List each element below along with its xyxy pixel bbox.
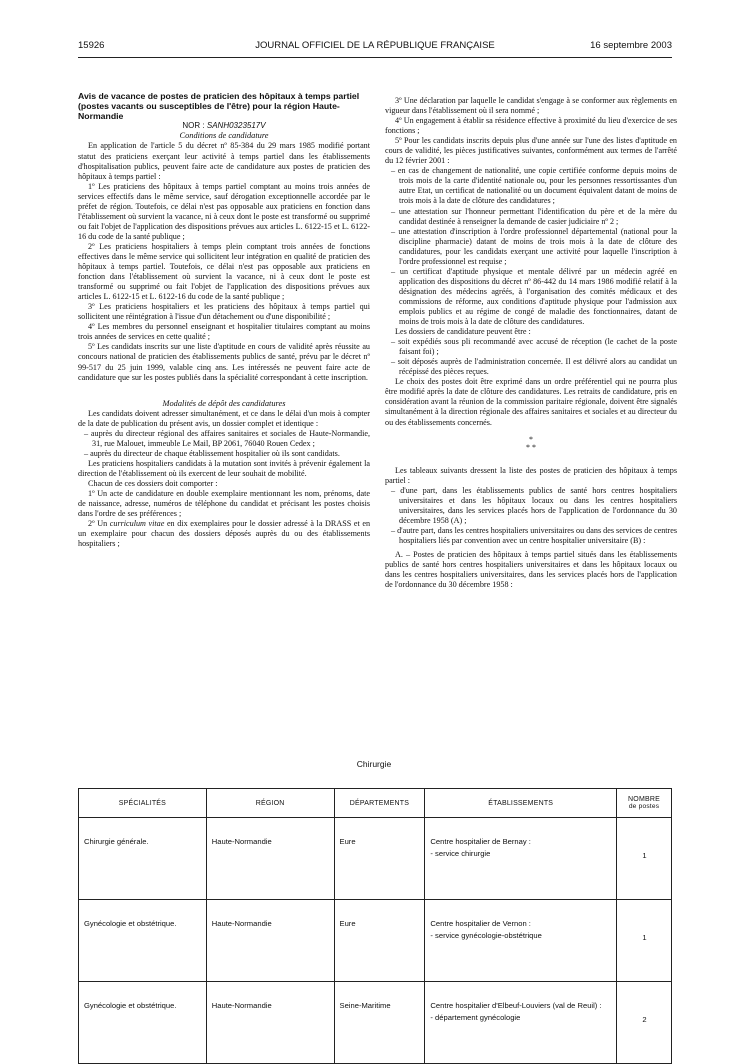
nor-label: NOR : [182,121,205,131]
paragraph: Les candidats doivent adresser simultanément, et ce dans le délai d'un mois à compter de la date de publication du présent avis, un dossier complet et identique : [78,408,370,428]
section-modalites: Modalités de dépôt des candidatures [162,398,286,408]
list-item: – une attestation sur l'honneur permettant l'identification du père et de la mère du candidat destinée à renseigner la demande de casier judiciaire nº 2 ; [391,206,677,226]
text-run: 2º Un [88,519,108,529]
list-item: – en cas de changement de nationalité, une copie certifiée conforme depuis moins de trois mois de la carte d'identité nationale ou, pour les personnes ressortissantes d'un autre Etat, un certificat de nationalité ou un document équivalent datant de moins de trois mois à la date de clôture des candidatures ; [391,166,677,206]
paragraph: 4º Un engagement à établir sa résidence effective à proximité du lieu d'exercice de ses fonctions ; [385,116,677,136]
list-item: – un certificat d'aptitude physique et mentale délivré par un médecin agréé en application des dispositions du décret nº 86-442 du 14 mars 1986 modifié relatif à la désignation des médecins agréés, à l'organisation des comités médicaux et des commissions de réforme, aux conditions d'aptitude physique pour l'admission aux emplois publics et au régime de congé de maladie des fonctionnaires, datant de moins de trois mois à la date de clôture des candidatures. [391,266,677,327]
header-rule [78,57,672,58]
etablissement-name: Centre hospitalier de Vernon : [430,919,531,928]
section-conditions: Conditions de candidature [179,131,269,141]
etablissement-cell [425,982,617,1064]
list-item: – d'une part, dans les établissements publics de santé hors centres hospitaliers universitaires et dans les hôpitaux locaux ou dans les centres hospitaliers universitaires, dans les services placés hors de l'application de l'ordonnance du 30 décembre 1958 (A) ; [391,485,677,525]
etablissement-name: Centre hospitalier de Bernay : [430,837,531,846]
postes-table [78,788,672,1064]
region-cell: Haute-Normandie [206,818,334,900]
right-column [385,96,677,590]
paragraph: 3º Les praticiens hospitaliers et les praticiens des hôpitaux à temps partiel qui sollicitent une réintégration à l'issue d'un détachement ou d'une disponibilité ; [78,302,370,322]
etablissement-cell [425,818,617,900]
paragraph [78,519,370,549]
service-name: - service gynécologie-obstétrique [430,931,542,940]
left-column [78,92,370,549]
etablissement-cell [425,900,617,982]
publication-date: 16 septembre 2003 [590,40,672,51]
table-row [79,900,672,982]
table-title: Chirurgie [356,759,392,769]
paragraph: Chacun de ces dossiers doit comporter : [88,478,218,488]
paragraph: 1º Les praticiens des hôpitaux à temps partiel comptant au moins trois années de services effectifs dans le même service, sauf dérogation exceptionnelle accordée par le préfet de région. Toutefois, ce délai n'est pas opposable aux praticiens en fonction dans l'établissement où survient la vacance, ni à ceux dont le poste est transformé ou supprimé ou fait l'objet de l'application des dispositions prévues aux articles L. 6122-15 et L. 6122-16 du code de la santé publique ; [78,181,370,241]
list-item: – d'autre part, dans les centres hospitaliers universitaires ou dans des services de centres hospitaliers liés par convention avec un centre hospitalier universitaire (B) : [391,525,677,545]
region-cell: Haute-Normandie [206,900,334,982]
paragraph: Les praticiens hospitaliers candidats à la mutation sont invités à prévenir également la direction de l'établissement où ils exercent de leur souhait de mobilité. [78,458,370,478]
paragraph: Les dossiers de candidature peuvent être : [395,327,531,337]
list-item: – auprès du directeur de chaque établissement hospitalier où ils sont candidats. [84,448,340,458]
paragraph: A. – Postes de praticien des hôpitaux à temps partiel situés dans les établissements publics de santé hors centres hospitaliers universitaires et dans les hôpitaux locaux ou dans les centres hospitaliers universitaires, dans les services placés hors de l'application de l'ordonnance du 30 décembre 1958 : [385,549,677,590]
paragraph: Le choix des postes doit être exprimé dans un ordre préférentiel qui ne pourra plus être modifié après la date de clôture des candidatures. Les retraits de candidature, pris en considération avant la réunion de la commission paritaire régionale, doivent être signalés simultanément à la direction régionale des affaires sanitaires et sociales et au directeur du ou des établissements concernés. [385,377,677,427]
paragraph: Les tableaux suivants dressent la liste des postes de praticien des hôpitaux à temps partiel : [385,465,677,485]
column-header: RÉGION [206,789,334,818]
list-item: – auprès du directeur régional des affaires sanitaires et sociales de Haute-Normandie, 31, rue Malouet, immeuble Le Mail, BP 2061, 76040 Rouen Cedex ; [84,428,370,448]
nombre-cell: 1 [617,818,672,900]
paragraph: 1º Un acte de candidature en double exemplaire mentionnant les nom, prénoms, date de naissance, adresse, numéros de téléphone du candidat et précisant les postes choisis dans l'ordre de ses préférences ; [78,489,370,519]
column-header: ÉTABLISSEMENTS [425,789,617,818]
list-item: – une attestation d'inscription à l'ordre professionnel départemental (national pour la discipline pharmacie) datant de moins de trois mois à la date de clôture des candidatures, pour les candidats exerçant une activité pour laquelle l'inscription à l'ordre professionnel est requise ; [391,226,677,266]
section-separator [385,436,677,452]
specialite-cell: Gynécologie et obstétrique. [79,982,207,1064]
column-header: SPÉCIALITÉS [79,789,207,818]
separator-star: * [529,434,533,444]
paragraph: 4º Les membres du personnel enseignant et hospitalier titulaires comptant au moins trois années de services en cette qualité ; [78,322,370,342]
paragraph: 3º Une déclaration par laquelle le candidat s'engage à se conformer aux règlements en vigueur dans l'établissement où il sera nommé ; [385,96,677,116]
service-name: - département gynécologie [430,1013,521,1022]
paragraph: 5º Pour les candidats inscrits depuis plus d'une année sur l'une des listes d'aptitude en cours de validité, les pièces justificatives suivantes, conformément aux termes de l'arrêté du 12 février 2001 : [385,136,677,166]
text-run-italic: curriculum vitae [109,519,165,529]
paragraph: 5º Les candidats inscrits sur une liste d'aptitude en cours de validité après réussite au concours national de praticien des établissements publics de santé, prévu par le décret nº 99-517 du 25 juin 1999, valable cinq ans. Les intéressés ne peuvent faire acte de candidature que sur les postes publiés dans la spécialité correspondant à cette inscription. [78,342,370,382]
nor-reference [78,121,370,131]
list-item: – soit déposés auprès de l'administration concernée. Il est délivré alors au candidat un récépissé des pièces reçues. [391,357,677,377]
list-item: – soit expédiés sous pli recommandé avec accusé de réception (le cachet de la poste faisant foi) ; [391,337,677,357]
column-header-line: de postes [628,803,660,810]
etablissement-name: Centre hospitalier d'Elbeuf-Louviers (val de Reuil) : [430,1001,602,1010]
nombre-cell: 1 [617,900,672,982]
specialite-cell: Chirurgie générale. [79,818,207,900]
paragraph: En application de l'article 5 du décret nº 85-384 du 29 mars 1985 modifié portant statut des praticiens exerçant leur activité à temps partiel dans les établissements d'hospitalisation publics, peuvent faire acte de candidature aux postes de praticien des hôpitaux à temps partiel : [78,141,370,181]
column-header-line: NOMBRE [628,796,660,803]
specialite-cell: Gynécologie et obstétrique. [79,900,207,982]
departement-cell: Eure [334,818,425,900]
page-number: 15926 [78,40,105,51]
service-name: - service chirurgie [430,849,491,858]
page-header [78,40,672,56]
region-cell: Haute-Normandie [206,982,334,1064]
table-row [79,982,672,1064]
text-run: en dix exemplaires pour le dossier adressé à la DRASS et en un exemplaire pour chacun des dossiers déposés auprès du ou des établissements hospitaliers ; [78,519,371,549]
column-header: DÉPARTEMENTS [334,789,425,818]
table-header-row [79,789,672,818]
column-header [617,789,672,818]
nombre-cell: 2 [617,982,672,1064]
departement-cell: Eure [334,900,425,982]
nor-code: SANH0323517V [206,121,266,131]
separator-stars: * * [526,442,536,452]
table-row [79,818,672,900]
departement-cell: Seine-Maritime [334,982,425,1064]
journal-title: JOURNAL OFFICIEL DE LA RÉPUBLIQUE FRANÇAISE [255,40,495,51]
notice-title: Avis de vacance de postes de praticien des hôpitaux à temps partiel (postes vacants ou susceptibles de l'être) pour la région Haute-Normandie [78,91,360,121]
paragraph: 2º Les praticiens hospitaliers à temps plein comptant trois années de fonctions effectives dans le même service qui sollicitent leur intégration en qualité de praticien des hôpitaux à temps partiel. Toutefois, ce délai n'est pas opposable aux praticiens en fonction dans l'établissement où survient la vacance, ni à ceux dont le poste est transformé ou supprimé ou fait l'objet de l'application des dispositions prévues aux articles L. 6122-15 et L. 6122-16 du code de la santé publique ; [78,241,370,302]
